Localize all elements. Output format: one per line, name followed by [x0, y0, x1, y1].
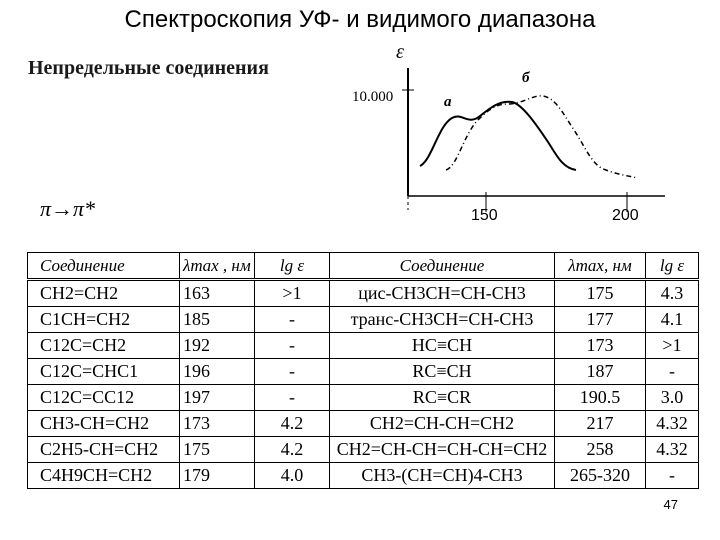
header-lambda-max: λmax , нм [180, 253, 255, 280]
table-header-row [28, 253, 699, 280]
x-tick-label-200: 200 [612, 207, 639, 223]
cell-compound: HC≡CH [330, 333, 555, 359]
cell-lambda-max: 175 [555, 280, 646, 307]
header-lg-epsilon: lg ε [646, 253, 699, 280]
cell-lambda-max: 177 [555, 307, 646, 333]
cell-lambda-max: 258 [555, 437, 646, 463]
y-axis-symbol: ε [396, 41, 404, 63]
y-tick-label: 10.000 [352, 89, 394, 105]
cell-lg-epsilon: 4.32 [646, 437, 699, 463]
cell-lg-epsilon: 4.1 [646, 307, 699, 333]
cell-lg-epsilon: >1 [255, 280, 330, 307]
table-row [28, 333, 699, 359]
cell-lg-epsilon: - [646, 463, 699, 489]
cell-lambda-max: 187 [555, 359, 646, 385]
cell-lambda-max: 179 [180, 463, 255, 489]
cell-compound: CH2=CH-CH=CH-CH=CH2 [330, 437, 555, 463]
cell-compound: цис-CH3CH=CH-CH3 [330, 280, 555, 307]
cell-compound: C4H9CH=CH2 [28, 463, 180, 489]
cell-compound: C12C=CHC1 [28, 359, 180, 385]
cell-lambda-max: 173 [180, 411, 255, 437]
table-row [28, 437, 699, 463]
header-lambda-max: λmax, нм [555, 253, 646, 280]
cell-lambda-max: 192 [180, 333, 255, 359]
table-row [28, 280, 699, 307]
cell-lg-epsilon: - [255, 333, 330, 359]
cell-lambda-max: 190.5 [555, 385, 646, 411]
cell-lg-epsilon: 3.0 [646, 385, 699, 411]
cell-compound: CH2=CH-CH=CH2 [330, 411, 555, 437]
cell-compound: транс-CH3CH=CH-CH3 [330, 307, 555, 333]
cell-compound: C12C=CC12 [28, 385, 180, 411]
table-row [28, 463, 699, 489]
header-compound: Соединение [330, 253, 555, 280]
cell-lg-epsilon: - [646, 359, 699, 385]
table-row [28, 307, 699, 333]
x-tick-label-150: 150 [471, 207, 498, 223]
cell-compound: CH3-CH=CH2 [28, 411, 180, 437]
curve-a-label: а [444, 94, 452, 110]
cell-compound: RC≡CR [330, 385, 555, 411]
cell-lg-epsilon: 4.3 [646, 280, 699, 307]
header-compound: Соединение [28, 253, 180, 280]
cell-lg-epsilon: - [255, 307, 330, 333]
cell-compound: C2H5-CH=CH2 [28, 437, 180, 463]
cell-lg-epsilon: 4.2 [255, 437, 330, 463]
cell-lg-epsilon: - [255, 385, 330, 411]
page-title: Спектроскопия УФ- и видимого диапазона [124, 6, 596, 33]
cell-lambda-max: 265-320 [555, 463, 646, 489]
cell-lambda-max: 197 [180, 385, 255, 411]
cell-compound: RC≡CH [330, 359, 555, 385]
cell-lg-epsilon: - [255, 359, 330, 385]
page-number: 47 [663, 497, 678, 512]
cell-lg-epsilon: >1 [646, 333, 699, 359]
header-lg-epsilon: lg ε [255, 253, 330, 280]
cell-compound: CH2=CH2 [28, 280, 180, 307]
cell-lg-epsilon: 4.32 [646, 411, 699, 437]
curve-a [420, 102, 576, 170]
cell-lambda-max: 173 [555, 333, 646, 359]
table-row [28, 359, 699, 385]
cell-compound: C12C=CH2 [28, 333, 180, 359]
transition-label: π→π* [40, 196, 96, 221]
cell-lambda-max: 175 [180, 437, 255, 463]
table-row [28, 411, 699, 437]
cell-compound: C1CH=CH2 [28, 307, 180, 333]
section-subtitle: Непредельные соединения [28, 57, 269, 79]
cell-lambda-max: 163 [180, 280, 255, 307]
cell-lambda-max: 217 [555, 411, 646, 437]
cell-lg-epsilon: 4.2 [255, 411, 330, 437]
cell-compound: CH3-(CH=CH)4-CH3 [330, 463, 555, 489]
compounds-table [27, 252, 699, 489]
table-row [28, 385, 699, 411]
absorption-graph [340, 38, 680, 223]
cell-lg-epsilon: 4.0 [255, 463, 330, 489]
curve-b-label: б [522, 70, 530, 86]
cell-lambda-max: 185 [180, 307, 255, 333]
cell-lambda-max: 196 [180, 359, 255, 385]
curve-b [446, 96, 638, 178]
